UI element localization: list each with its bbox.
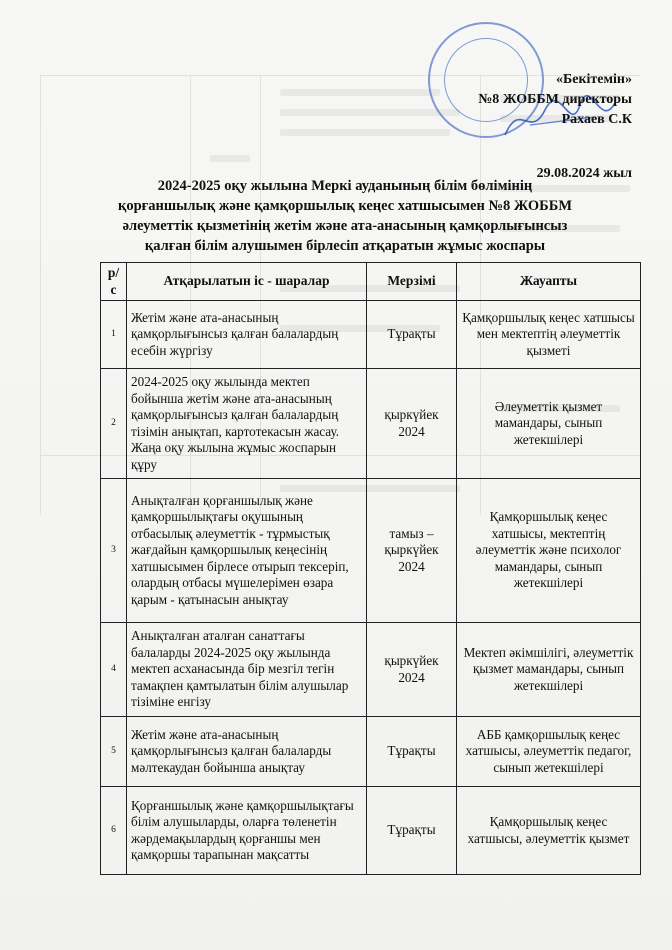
row-number: 5 — [101, 717, 127, 787]
row-number: 4 — [101, 623, 127, 717]
row-activity: Анықталған аталған санаттағы балаларды 2024-2025 оқу жылында мектеп асханасында бір мезгіл тегін тамақпен қамтылатын білім алушылар тізіміне енгізу — [127, 623, 367, 717]
row-activity: 2024-2025 оқу жылында мектеп бойынша жетім және ата-анасының қамқорлығынсыз қалған балалардың тізімін анықтап, картотекасын жасау. Жаңа оқу жылына жұмыс жоспарын құру — [127, 369, 367, 479]
approval-label: «Бекітемін» — [555, 72, 632, 87]
document-title: 2024-2025 оқу жылына Меркі ауданының білім бөлімінің қорғаншылық және қамқоршылық кеңес хатшысымен №8 ЖОББМ әлеуметтік қызметінің жетім және ата-анасының қамқорлығынсыз қалған білім алушымен бірлесіп атқаратын жұмыс жоспары — [117, 178, 573, 254]
approval-signer: Рахаев С.К — [561, 112, 632, 127]
header-responsible: Жауапты — [457, 263, 641, 301]
row-activity: Жетім және ата-анасының қамқорлығынсыз қалған балалардың есебін жүргізу — [127, 301, 367, 369]
approval-date: 29.08.2024 жыл — [536, 166, 632, 181]
row-number: 3 — [101, 479, 127, 623]
row-responsible: Әлеуметтік қызмет мамандары, сынып жетекшілері — [457, 369, 641, 479]
row-responsible: АББ қамқоршылық кеңес хатшысы, әлеуметтік педагог, сынып жетекшілері — [457, 717, 641, 787]
header-activity: Атқарылатын іс - шаралар — [127, 263, 367, 301]
table-row — [101, 301, 641, 369]
row-term: тамыз – қыркүйек 2024 — [367, 479, 457, 623]
row-term: Тұрақты — [367, 717, 457, 787]
row-term: қыркүйек 2024 — [367, 369, 457, 479]
row-activity: Жетім және ата-анасының қамқорлығынсыз қалған балаларды мәлтекаудан бойынша анықтау — [127, 717, 367, 787]
row-term: Тұрақты — [367, 301, 457, 369]
work-plan-table — [100, 262, 641, 875]
row-term: Тұрақты — [367, 787, 457, 875]
row-activity: Анықталған қорғаншылық және қамқоршылықтағы оқушының отбасылық әлеуметтік - тұрмыстық жағдайын қамқоршылық кеңесінің хатшысымен бірлесе отырып тексеріп, олардың отбасы мүшелерімен өзара қарым - қатынасын анықтау — [127, 479, 367, 623]
row-term: қыркүйек 2024 — [367, 623, 457, 717]
approval-position: №8 ЖОББМ директоры — [478, 92, 632, 107]
table-row — [101, 369, 641, 479]
table-row — [101, 479, 641, 623]
table-row — [101, 787, 641, 875]
row-responsible: Қамқоршылық кеңес хатшысы, мектептің әлеуметтік және психолог мамандары, сынып жетекшілері — [457, 479, 641, 623]
row-responsible: Қамқоршылық кеңес хатшысы мен мектептің әлеуметтік қызметі — [457, 301, 641, 369]
row-activity: Қорғаншылық және қамқоршылықтағы білім алушыларды, оларға төленетін жәрдемақылардың қорғаншы мен қамқоршы тарапынан мақсатты — [127, 787, 367, 875]
header-number: р/с — [101, 263, 127, 301]
row-number: 2 — [101, 369, 127, 479]
approval-block — [372, 70, 632, 184]
row-number: 6 — [101, 787, 127, 875]
table-row — [101, 623, 641, 717]
table-row — [101, 717, 641, 787]
row-number: 1 — [101, 301, 127, 369]
table-header-row — [101, 263, 641, 301]
header-term: Мерзімі — [367, 263, 457, 301]
row-responsible: Мектеп әкімшілігі, әлеуметтік қызмет мамандары, сынып жетекшілері — [457, 623, 641, 717]
row-responsible: Қамқоршылық кеңес хатшысы, әлеуметтік қызмет — [457, 787, 641, 875]
